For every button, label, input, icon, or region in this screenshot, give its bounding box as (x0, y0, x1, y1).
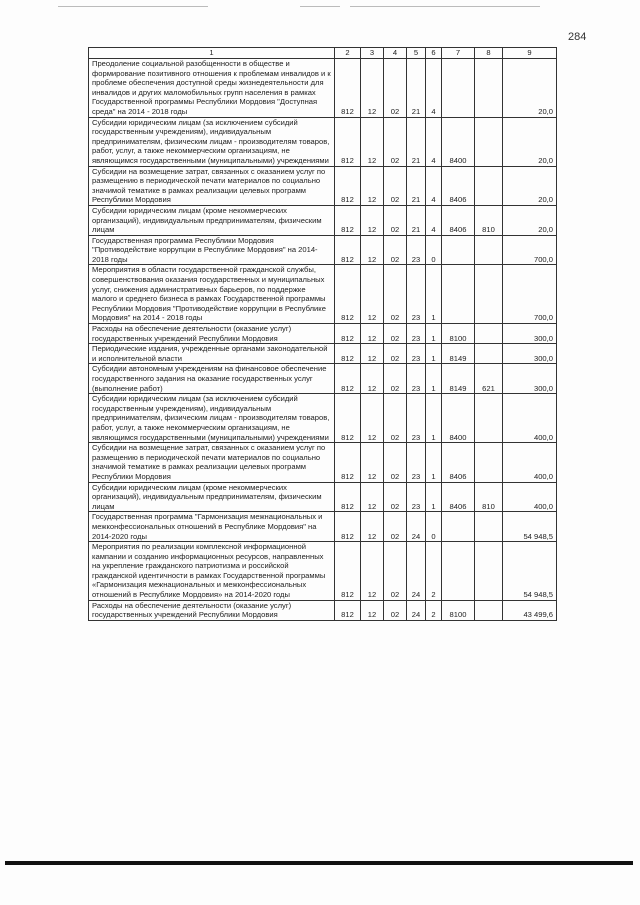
podrazdel-cell: 02 (384, 394, 407, 443)
glava-cell: 812 (335, 394, 361, 443)
top-rule (350, 6, 540, 7)
glava-cell: 812 (335, 265, 361, 324)
glava-cell: 812 (335, 235, 361, 265)
table-row (89, 344, 557, 364)
razdel-cell: 12 (361, 59, 384, 118)
expense-type-cell (475, 166, 503, 205)
table-row (89, 364, 557, 394)
table-body (89, 48, 557, 621)
program-cell: 23 (407, 443, 426, 482)
program-cell: 23 (407, 324, 426, 344)
article-cell: 8406 (442, 166, 475, 205)
glava-cell: 812 (335, 166, 361, 205)
program-cell: 24 (407, 512, 426, 542)
glava-cell: 812 (335, 482, 361, 512)
podrazdel-cell: 02 (384, 324, 407, 344)
article-cell (442, 542, 475, 601)
expense-type-cell (475, 235, 503, 265)
article-cell: 8406 (442, 205, 475, 235)
razdel-cell: 12 (361, 482, 384, 512)
expense-type-cell (475, 443, 503, 482)
razdel-cell: 12 (361, 205, 384, 235)
row-name-cell: Субсидии юридическим лицам (кроме некоммерческих организаций), индивидуальным предпринимателям, физическим лицам (89, 482, 335, 512)
table-row (89, 600, 557, 620)
amount-cell: 20,0 (503, 117, 557, 166)
article-cell (442, 235, 475, 265)
article-cell: 8406 (442, 443, 475, 482)
expense-type-cell (475, 59, 503, 118)
program-cell: 21 (407, 117, 426, 166)
program-cell: 21 (407, 205, 426, 235)
razdel-cell: 12 (361, 235, 384, 265)
article-cell: 8400 (442, 394, 475, 443)
table-row (89, 542, 557, 601)
razdel-cell: 12 (361, 600, 384, 620)
amount-cell: 43 499,6 (503, 600, 557, 620)
expense-type-cell (475, 117, 503, 166)
column-header: 2 (335, 48, 361, 59)
header-row (89, 48, 557, 59)
bottom-rule (5, 861, 633, 865)
amount-cell: 20,0 (503, 205, 557, 235)
column-header: 4 (384, 48, 407, 59)
subprogram-cell: 0 (426, 512, 442, 542)
page-number: 284 (568, 31, 587, 43)
subprogram-cell: 1 (426, 324, 442, 344)
amount-cell: 20,0 (503, 166, 557, 205)
podrazdel-cell: 02 (384, 344, 407, 364)
program-cell: 23 (407, 482, 426, 512)
subprogram-cell: 0 (426, 235, 442, 265)
article-cell: 8149 (442, 364, 475, 394)
razdel-cell: 12 (361, 394, 384, 443)
amount-cell: 20,0 (503, 59, 557, 118)
article-cell (442, 265, 475, 324)
podrazdel-cell: 02 (384, 482, 407, 512)
amount-cell: 54 948,5 (503, 542, 557, 601)
expense-type-cell (475, 265, 503, 324)
program-cell: 23 (407, 364, 426, 394)
glava-cell: 812 (335, 443, 361, 482)
subprogram-cell: 1 (426, 364, 442, 394)
article-cell (442, 512, 475, 542)
column-header: 1 (89, 48, 335, 59)
table-row (89, 324, 557, 344)
article-cell: 8100 (442, 324, 475, 344)
razdel-cell: 12 (361, 166, 384, 205)
column-header: 7 (442, 48, 475, 59)
glava-cell: 812 (335, 364, 361, 394)
row-name-cell: Субсидии на возмещение затрат, связанных с оказанием услуг по размещению в периодической печати материалов по социально значимой тематике в рамках реализации целевых программ Республики Мордовия (89, 443, 335, 482)
table-row (89, 443, 557, 482)
glava-cell: 812 (335, 344, 361, 364)
razdel-cell: 12 (361, 265, 384, 324)
podrazdel-cell: 02 (384, 166, 407, 205)
expense-type-cell (475, 324, 503, 344)
table-row (89, 235, 557, 265)
table-row (89, 482, 557, 512)
table-row (89, 205, 557, 235)
table-row (89, 512, 557, 542)
row-name-cell: Субсидии юридическим лицам (за исключением субсидий государственным учреждениям), индивидуальным предпринимателям, физическим лицам - производителям товаров, работ, услуг, а также некоммерческим организациям, не являющимся государственными (муниципальными) учреждениями (89, 117, 335, 166)
expense-type-cell (475, 344, 503, 364)
table-row (89, 117, 557, 166)
program-cell: 24 (407, 542, 426, 601)
expense-type-cell: 621 (475, 364, 503, 394)
glava-cell: 812 (335, 117, 361, 166)
razdel-cell: 12 (361, 512, 384, 542)
subprogram-cell: 4 (426, 59, 442, 118)
row-name-cell: Субсидии автономным учреждениям на финансовое обеспечение государственного задания на оказание государственных услуг (выполнение работ) (89, 364, 335, 394)
glava-cell: 812 (335, 205, 361, 235)
glava-cell: 812 (335, 324, 361, 344)
podrazdel-cell: 02 (384, 542, 407, 601)
podrazdel-cell: 02 (384, 600, 407, 620)
row-name-cell: Государственная программа Республики Мордовия "Противодействие коррупции в Республике Мордовия" на 2014-2018 годы (89, 235, 335, 265)
amount-cell: 300,0 (503, 344, 557, 364)
program-cell: 21 (407, 166, 426, 205)
column-header: 6 (426, 48, 442, 59)
row-name-cell: Субсидии юридическим лицам (кроме некоммерческих организаций), индивидуальным предпринимателям, физическим лицам (89, 205, 335, 235)
razdel-cell: 12 (361, 364, 384, 394)
row-name-cell: Периодические издания, учрежденные органами законодательной и исполнительной власти (89, 344, 335, 364)
amount-cell: 54 948,5 (503, 512, 557, 542)
article-cell (442, 59, 475, 118)
amount-cell: 700,0 (503, 265, 557, 324)
glava-cell: 812 (335, 542, 361, 601)
row-name-cell: Расходы на обеспечение деятельности (оказание услуг) государственных учреждений Республики Мордовия (89, 324, 335, 344)
article-cell: 8400 (442, 117, 475, 166)
row-name-cell: Мероприятия в области государственной гражданской службы, совершенствования оказания государственных и муниципальных услуг, снижения административных барьеров, по поддержке малого и среднего бизнеса в рамках Государственной программы Республики Мордовия "Противодействие коррупции в Республике Мордовия" на 2014 - 2018 годы (89, 265, 335, 324)
razdel-cell: 12 (361, 443, 384, 482)
table-row (89, 166, 557, 205)
row-name-cell: Государственная программа "Гармонизация межнациональных и межконфессиональных отношений в Республике Мордовия" на 2014-2020 годы (89, 512, 335, 542)
podrazdel-cell: 02 (384, 265, 407, 324)
podrazdel-cell: 02 (384, 512, 407, 542)
program-cell: 23 (407, 265, 426, 324)
row-name-cell: Преодоление социальной разобщенности в обществе и формирование позитивного отношения к проблемам инвалидов и к проблеме обеспечения доступной среды жизнедеятельности для инвалидов и других маломобильных групп населения в рамках Государственной программы Республики Мордовия "Доступная среда" на 2014 - 2018 годы (89, 59, 335, 118)
article-cell: 8149 (442, 344, 475, 364)
subprogram-cell: 4 (426, 117, 442, 166)
expense-type-cell (475, 542, 503, 601)
subprogram-cell: 4 (426, 166, 442, 205)
subprogram-cell: 2 (426, 600, 442, 620)
program-cell: 23 (407, 235, 426, 265)
amount-cell: 300,0 (503, 364, 557, 394)
table-row (89, 265, 557, 324)
amount-cell: 400,0 (503, 394, 557, 443)
glava-cell: 812 (335, 512, 361, 542)
podrazdel-cell: 02 (384, 443, 407, 482)
top-rule (300, 6, 340, 7)
podrazdel-cell: 02 (384, 59, 407, 118)
subprogram-cell: 4 (426, 205, 442, 235)
amount-cell: 400,0 (503, 482, 557, 512)
subprogram-cell: 1 (426, 265, 442, 324)
expense-type-cell (475, 512, 503, 542)
column-header: 5 (407, 48, 426, 59)
row-name-cell: Расходы на обеспечение деятельности (оказание услуг) государственных учреждений Республики Мордовия (89, 600, 335, 620)
column-header: 8 (475, 48, 503, 59)
expense-type-cell (475, 394, 503, 443)
expense-type-cell: 810 (475, 205, 503, 235)
column-header: 3 (361, 48, 384, 59)
row-name-cell: Субсидии на возмещение затрат, связанных с оказанием услуг по размещению в периодической печати материалов по социально значимой тематике в рамках реализации целевых программ Республики Мордовия (89, 166, 335, 205)
podrazdel-cell: 02 (384, 235, 407, 265)
subprogram-cell: 1 (426, 344, 442, 364)
podrazdel-cell: 02 (384, 205, 407, 235)
expense-type-cell (475, 600, 503, 620)
subprogram-cell: 1 (426, 443, 442, 482)
razdel-cell: 12 (361, 344, 384, 364)
article-cell: 8406 (442, 482, 475, 512)
podrazdel-cell: 02 (384, 117, 407, 166)
row-name-cell: Мероприятия по реализации комплексной информационной кампании и созданию информационных ресурсов, направленных на укрепление гражданского патриотизма и российской гражданской идентичности в рамках Государственной программы «Гармонизация межнациональных и межконфессиональных отношений в Республике Мордовия» на 2014-2020 годы (89, 542, 335, 601)
expense-type-cell: 810 (475, 482, 503, 512)
program-cell: 23 (407, 344, 426, 364)
row-name-cell: Субсидии юридическим лицам (за исключением субсидий государственным учреждениям), индивидуальным предпринимателям, физическим лицам - производителям товаров, работ, услуг, а также некоммерческим организациям, не являющимся государственными (муниципальными) учреждениями (89, 394, 335, 443)
podrazdel-cell: 02 (384, 364, 407, 394)
amount-cell: 700,0 (503, 235, 557, 265)
amount-cell: 300,0 (503, 324, 557, 344)
subprogram-cell: 1 (426, 394, 442, 443)
program-cell: 23 (407, 394, 426, 443)
top-rule (58, 6, 208, 7)
budget-table (88, 47, 557, 621)
table-row (89, 59, 557, 118)
razdel-cell: 12 (361, 117, 384, 166)
subprogram-cell: 2 (426, 542, 442, 601)
program-cell: 24 (407, 600, 426, 620)
razdel-cell: 12 (361, 324, 384, 344)
amount-cell: 400,0 (503, 443, 557, 482)
program-cell: 21 (407, 59, 426, 118)
glava-cell: 812 (335, 600, 361, 620)
article-cell: 8100 (442, 600, 475, 620)
glava-cell: 812 (335, 59, 361, 118)
subprogram-cell: 1 (426, 482, 442, 512)
razdel-cell: 12 (361, 542, 384, 601)
table-row (89, 394, 557, 443)
column-header: 9 (503, 48, 557, 59)
